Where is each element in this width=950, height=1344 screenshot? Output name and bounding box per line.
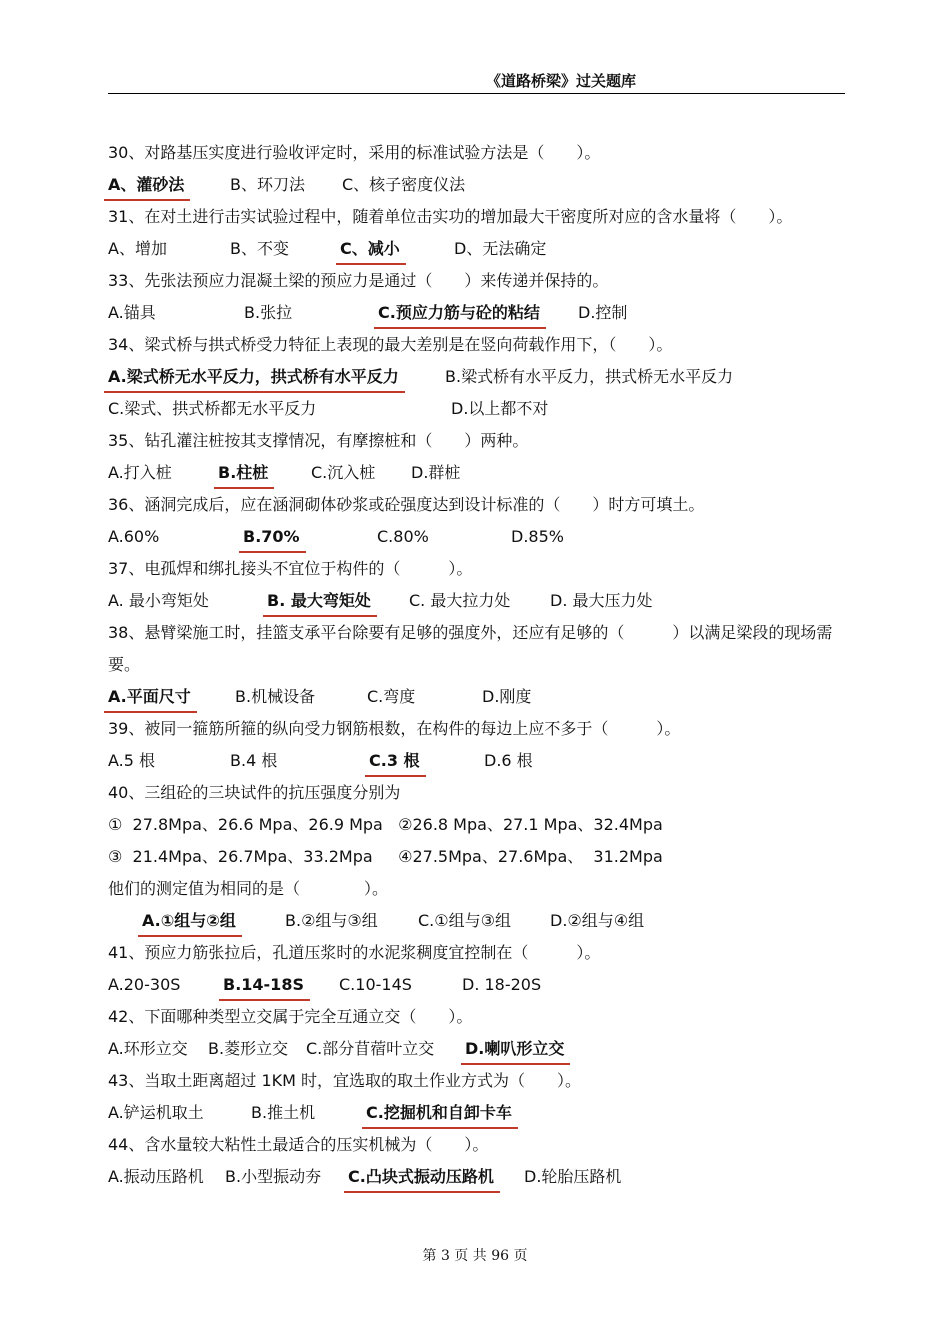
option-c: C、核子密度仪法 (342, 175, 466, 194)
option-a: A.打入桩 (108, 463, 172, 482)
option-d: D.轮胎压路机 (524, 1167, 622, 1186)
question-stem: 42、下面哪种类型立交属于完全互通立交（ ）。 (108, 1007, 473, 1026)
option-a-answer: A、灌砂法 (108, 175, 185, 194)
option-row (0, 1166, 900, 1188)
option-c: C. 最大拉力处 (409, 591, 511, 610)
page-number-footer: 第 3 页 共 96 页 (422, 1248, 528, 1264)
option-b: B.②组与③组 (285, 911, 378, 930)
question-stem: 35、钻孔灌注桩按其支撑情况，有摩擦桩和（ ）两种。 (108, 431, 529, 450)
option-b: B、不变 (230, 239, 289, 258)
option-a: A.振动压路机 (108, 1167, 204, 1186)
option-b: B.4 根 (230, 751, 278, 770)
option-d: D、无法确定 (454, 239, 547, 258)
option-c-answer: C.凸块式振动压路机 (348, 1167, 494, 1186)
option-c-answer: C、减小 (340, 239, 400, 258)
question-stem: 44、含水量较大粘性土最适合的压实机械为（ ）。 (108, 1135, 489, 1154)
option-c: C.部分苜蓿叶立交 (306, 1039, 435, 1058)
option-a: A.60% (108, 527, 160, 546)
option-row (0, 974, 900, 996)
question-stem: 31、在对土进行击实试验过程中，随着单位击实功的增加最大干密度所对应的含水量将（ ）。 (108, 207, 793, 226)
option-b: B.张拉 (244, 303, 293, 322)
option-row (0, 526, 900, 548)
header-rule (108, 93, 845, 94)
option-a: A、增加 (108, 239, 167, 258)
question-stem: 39、被同一箍筋所箍的纵向受力钢筋根数，在构件的每边上应不多于（ ）。 (108, 719, 681, 738)
option-c: C.80% (377, 527, 429, 546)
question-stem: 43、当取土距离超过 1KM 时，宜选取的取土作业方式为（ ）。 (108, 1071, 582, 1090)
option-d: D. 18-20S (462, 975, 542, 994)
option-b: B.小型振动夯 (225, 1167, 322, 1186)
option-row (0, 302, 900, 324)
option-a: A.5 根 (108, 751, 156, 770)
option-c: C.①组与③组 (418, 911, 511, 930)
question-stem-continued: 要。 (108, 655, 141, 674)
option-d: D.以上都不对 (451, 399, 549, 418)
option-a: A. 最小弯矩处 (108, 591, 209, 610)
question-stem: 30、对路基压实度进行验收评定时，采用的标准试验方法是（ ）。 (108, 143, 601, 162)
option-c-answer: C.3 根 (369, 751, 420, 770)
option-b-answer: B. 最大弯矩处 (267, 591, 371, 610)
option-row (0, 686, 900, 708)
option-row (0, 1038, 900, 1060)
option-d: D.85% (511, 527, 564, 546)
question-stem: 41、预应力筋张拉后，孔道压浆时的水泥浆稠度宜控制在（ ）。 (108, 943, 601, 962)
option-a-answer: A.梁式桥无水平反力，拱式桥有水平反力 (108, 367, 399, 386)
option-b: B.梁式桥有水平反力，拱式桥无水平反力 (445, 367, 734, 386)
option-c: C.10-14S (339, 975, 412, 994)
strength-data-row: ① 27.8Mpa、26.6 Mpa、26.9 Mpa ②26.8 Mpa、27.1 Mpa、32.4Mpa (108, 815, 663, 834)
option-d: D. 最大压力处 (550, 591, 653, 610)
question-stem: 33、先张法预应力混凝土梁的预应力是通过（ ）来传递并保持的。 (108, 271, 609, 290)
option-a: A.锚具 (108, 303, 156, 322)
option-row (0, 910, 900, 932)
option-row (0, 1102, 900, 1124)
option-a: A.环形立交 (108, 1039, 188, 1058)
option-a-answer: A.①组与②组 (142, 911, 236, 930)
question-stem-continued: 他们的测定值为相同的是（ ）。 (108, 879, 389, 898)
question-stem: 38、悬臂梁施工时，挂篮支承平台除要有足够的强度外，还应有足够的（ ）以满足梁段的现场需 (108, 623, 833, 642)
question-stem: 40、三组砼的三块试件的抗压强度分别为 (108, 783, 401, 802)
option-c: C.沉入桩 (311, 463, 376, 482)
option-d: D.6 根 (484, 751, 533, 770)
option-d: D.刚度 (482, 687, 532, 706)
option-row (0, 366, 900, 388)
option-b: B、环刀法 (230, 175, 305, 194)
option-row (0, 398, 900, 420)
option-b-answer: B.14-18S (223, 975, 304, 994)
question-stem: 36、涵洞完成后，应在涵洞砌体砂浆或砼强度达到设计标准的（ ）时方可填土。 (108, 495, 705, 514)
option-a: A.20-30S (108, 975, 181, 994)
option-row (0, 590, 900, 612)
question-stem: 37、电孤焊和绑扎接头不宜位于构件的（ ）。 (108, 559, 473, 578)
strength-data-row: ③ 21.4Mpa、26.7Mpa、33.2Mpa ④27.5Mpa、27.6Mpa、 31.2Mpa (108, 847, 663, 866)
option-d-answer: D.喇叭形立交 (465, 1039, 565, 1058)
option-c: C.梁式、拱式桥都无水平反力 (108, 399, 317, 418)
option-c: C.弯度 (367, 687, 416, 706)
option-d: D.群桩 (411, 463, 461, 482)
option-b-answer: B.柱桩 (218, 463, 269, 482)
option-a: A.铲运机取土 (108, 1103, 204, 1122)
option-a-answer: A.平面尺寸 (108, 687, 191, 706)
option-b: B.推土机 (251, 1103, 316, 1122)
option-c-answer: C.预应力筋与砼的粘结 (378, 303, 540, 322)
option-row (0, 238, 900, 260)
option-b-answer: B.70% (243, 527, 300, 546)
option-b: B.菱形立交 (208, 1039, 289, 1058)
option-row (0, 750, 900, 772)
option-d: D.控制 (578, 303, 628, 322)
header-title: 《道路桥梁》过关题库 (486, 72, 637, 90)
option-row (0, 174, 900, 196)
option-d: D.②组与④组 (550, 911, 645, 930)
option-c-answer: C.挖掘机和自卸卡车 (366, 1103, 512, 1122)
question-stem: 34、梁式桥与拱式桥受力特征上表现的最大差别是在竖向荷载作用下，（ ）。 (108, 335, 673, 354)
option-row (0, 462, 900, 484)
option-b: B.机械设备 (235, 687, 316, 706)
